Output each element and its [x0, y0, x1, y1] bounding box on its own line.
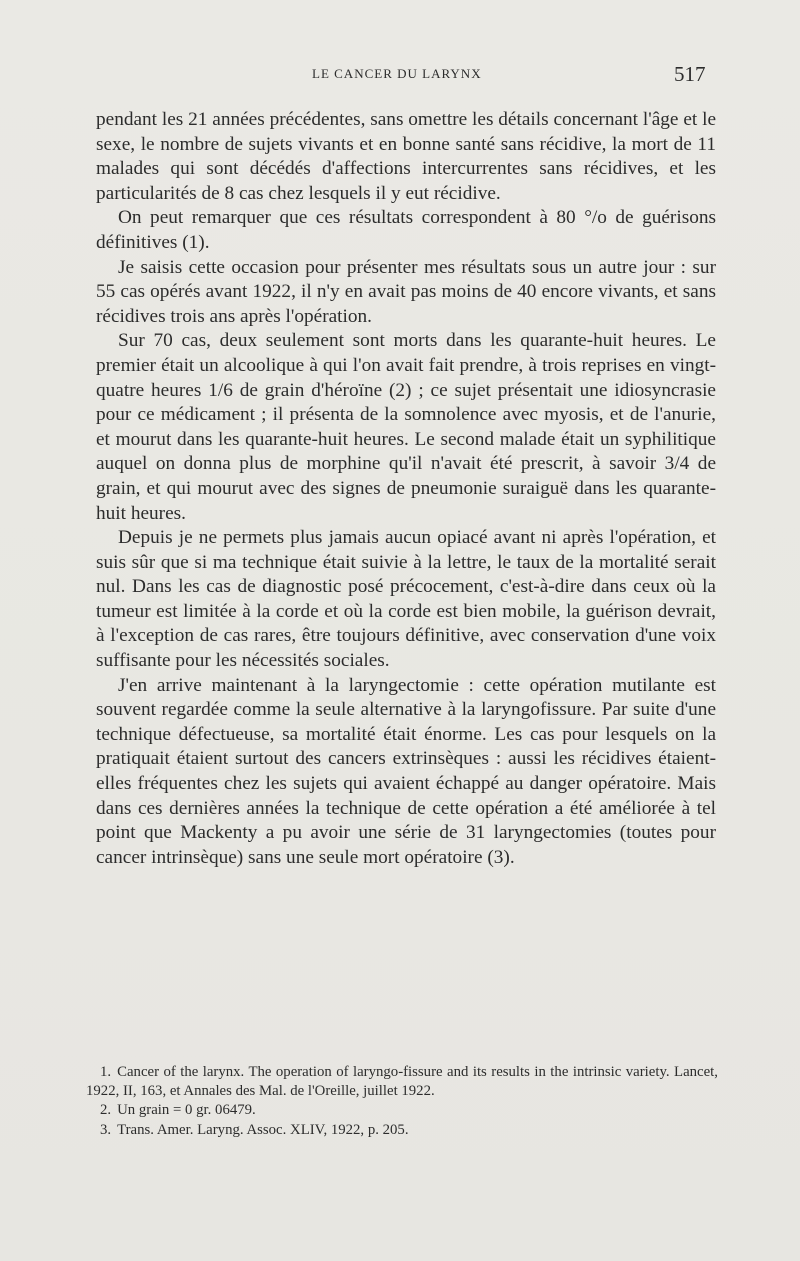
- footnote-number: 2.: [100, 1102, 112, 1119]
- paragraph: pendant les 21 années précédentes, sans omettre les détails concernant l'âge et le sexe, le nombre de sujets vivants et en bonne santé sans récidive, la mort de 11 malades qui sont décédés d'affections intercurrentes sans récidives, et les particularités de 8 cas chez lesquels il y eut récidive.: [96, 109, 716, 204]
- paragraph: J'en arrive maintenant à la laryngectomie : cette opération mutilante est souvent regardée comme la seule alternative à la laryngofissure. Par suite d'une technique défectueuse, sa mortalité était énorme. Les cas pour lesquels on la pratiquait étaient surtout des cancers extrinsèques : aussi les récidives étaient-elles fréquentes chez les sujets qui avaient échappé au danger opératoire. Mais dans ces dernières années la technique de cette opération a été améliorée à tel point que Mackenty a pu avoir une série de 31 laryngectomies (toutes pour cancer intrinsèque) sans une seule mort opératoire (3).: [96, 674, 716, 868]
- footnote-text: Cancer of the larynx. The operation of laryngo-fissure and its results in the intrinsic variety. Lancet, 1922, II, 163, et Annales des Mal. de l'Oreille, juillet 1922.: [86, 1064, 718, 1100]
- paragraph: Sur 70 cas, deux seulement sont morts dans les quarante-huit heures. Le premier était un alcoolique à qui l'on avait fait prendre, à trois reprises en vingt-quatre heures 1/6 de grain d'héroïne (2) ; ce sujet présentait une idiosyncrasie pour ce médicament ; il présenta de la somnolence avec myosis, et de l'anurie, et mourut dans les quarante-huit heures. Le second malade était un syphilitique auquel on donna plus de morphine qu'il n'avait été prescrit, à savoir 3/4 de grain, et qui mourut avec des signes de pneumonie suraiguë dans les quarante-huit heures.: [96, 330, 716, 524]
- paragraph: Je saisis cette occasion pour présenter mes résultats sous un autre jour : sur 55 cas opérés avant 1922, il n'y en avait pas moins de 40 encore vivants, et sans récidives trois ans après l'opération.: [96, 256, 716, 327]
- footnote-number: 3.: [100, 1121, 112, 1138]
- footnote: [86, 1063, 718, 1101]
- footnote-text: Un grain = 0 gr. 06479.: [117, 1102, 256, 1119]
- running-title: LE CANCER DU LARYNX: [312, 66, 482, 81]
- footnotes: [86, 1063, 718, 1140]
- body-text: [96, 108, 716, 870]
- footnote: [86, 1101, 718, 1120]
- paragraph: On peut remarquer que ces résultats correspondent à 80 °/o de guérisons définitives (1).: [96, 207, 716, 253]
- footnote: [86, 1121, 718, 1140]
- paragraph: Depuis je ne permets plus jamais aucun opiacé avant ni après l'opération, et suis sûr que si ma technique était suivie à la lettre, le taux de la mortalité serait nul. Dans les cas de diagnostic posé précocement, c'est-à-dire dans ceux où la tumeur est limitée à la corde et où la corde est bien mobile, la guérison devrait, à l'exception de cas rares, être toujours définitive, avec conservation d'une voix suffisante pour les nécessités sociales.: [96, 527, 716, 672]
- footnote-text: Trans. Amer. Laryng. Assoc. XLIV, 1922, p. 205.: [117, 1121, 409, 1138]
- footnote-number: 1.: [100, 1064, 112, 1080]
- page-number: 517: [674, 62, 706, 86]
